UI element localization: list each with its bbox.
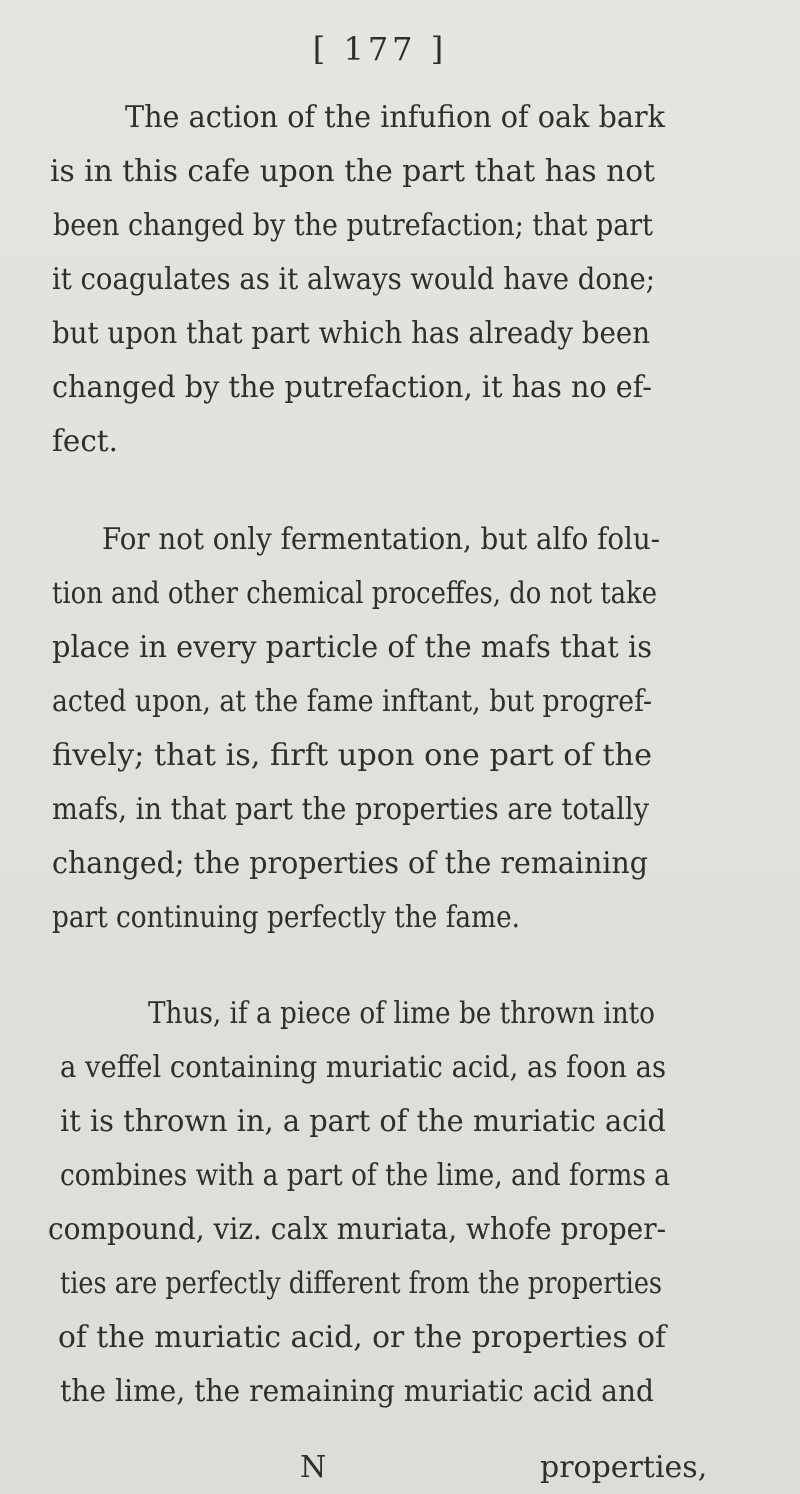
text-line: changed; the properties of the remaining — [52, 846, 648, 881]
text-line: compound, viz. calx muriata, whofe proper- — [48, 1212, 667, 1247]
catchword: properties, — [540, 1450, 708, 1485]
text-line: is in this cafe upon the part that has not — [50, 154, 655, 189]
text-line: been changed by the putrefaction; that part — [53, 208, 653, 243]
text-line: changed by the putrefaction, it has no ef- — [52, 370, 652, 405]
text-line: ties are perfectly different from the properties — [60, 1266, 663, 1301]
text-line: Thus, if a piece of lime be thrown into — [148, 996, 656, 1031]
text-line: place in every particle of the mafs that is — [52, 630, 652, 665]
text-line: of the muriatic acid, or the properties of — [58, 1320, 667, 1355]
text-line: but upon that part which has already been — [52, 316, 651, 351]
page-number: [ 177 ] — [312, 30, 448, 68]
signature-mark: N — [300, 1450, 327, 1485]
text-line: part continuing perfectly the fame. — [52, 900, 521, 935]
text-line: For not only fermentation, but alfo folu- — [102, 522, 661, 557]
text-line: the lime, the remaining muriatic acid and — [60, 1374, 655, 1409]
text-line: fect. — [52, 424, 119, 459]
text-line: combines with a part of the lime, and forms a — [60, 1158, 671, 1193]
text-line: acted upon, at the fame inftant, but progref- — [52, 684, 653, 719]
text-line: it coagulates as it always would have done; — [52, 262, 656, 297]
text-line: a veffel containing muriatic acid, as foon as — [60, 1050, 667, 1085]
text-line: it is thrown in, a part of the muriatic acid — [60, 1104, 666, 1139]
text-line: fively; that is, firft upon one part of the — [52, 738, 653, 773]
text-line: mafs, in that part the properties are totally — [52, 792, 650, 827]
text-line: The action of the infufion of oak bark — [125, 100, 665, 135]
text-line: tion and other chemical proceffes, do not take — [52, 576, 658, 611]
